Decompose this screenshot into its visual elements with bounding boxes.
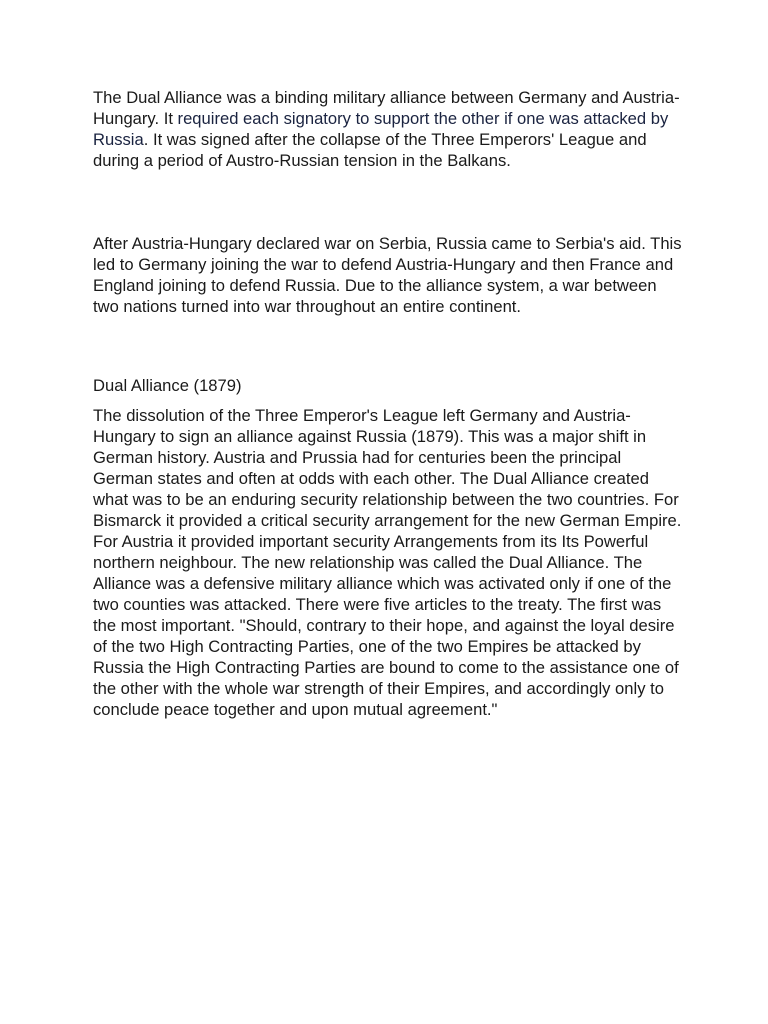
intro-paragraph <box>93 87 683 171</box>
intro-text-highlight: required each signatory to support the other if one was attacked by Russia <box>93 109 669 149</box>
section-heading: Dual Alliance (1879) <box>93 376 242 395</box>
war-paragraph: After Austria-Hungary declared war on Serbia, Russia came to Serbia's aid. This led to Germany joining the war to defend Austria-Hungary and then France and England joining to defend Russia. Due to the alliance system, a war between two nations turned into war throughout an entire continent. <box>93 234 682 316</box>
intro-text-start: The Dual Alliance was a binding military alliance between Germany and Austria-Hungary. It <box>93 88 680 128</box>
dual-alliance-paragraph: The dissolution of the Three Emperor's League left Germany and Austria-Hungary to sign an alliance against Russia (1879). This was a major shift in German history. Austria and Prussia had for centuries been the principal German states and often at odds with each other. The Dual Alliance created what was to be an enduring security relationship between the two countries. For Bismarck it provided a critical security arrangement for the new German Empire. For Austria it provided important security Arrangements from its Its Powerful northern neighbour. The new relationship was called the Dual Alliance. The Alliance was a defensive military alliance which was activated only if one of the two counties was attacked. There were five articles to the treaty. The first was the most important. "Should, contrary to their hope, and against the loyal desire of the two High Contracting Parties, one of the two Empires be attacked by Russia the High Contracting Parties are bound to come to the assistance one of the other with the whole war strength of their Empires, and accordingly only to conclude peace together and upon mutual agreement." <box>93 406 682 719</box>
intro-text-end: . It was signed after the collapse of the Three Emperors' League and during a period of Austro-Russian tension in the Balkans. <box>93 130 647 170</box>
